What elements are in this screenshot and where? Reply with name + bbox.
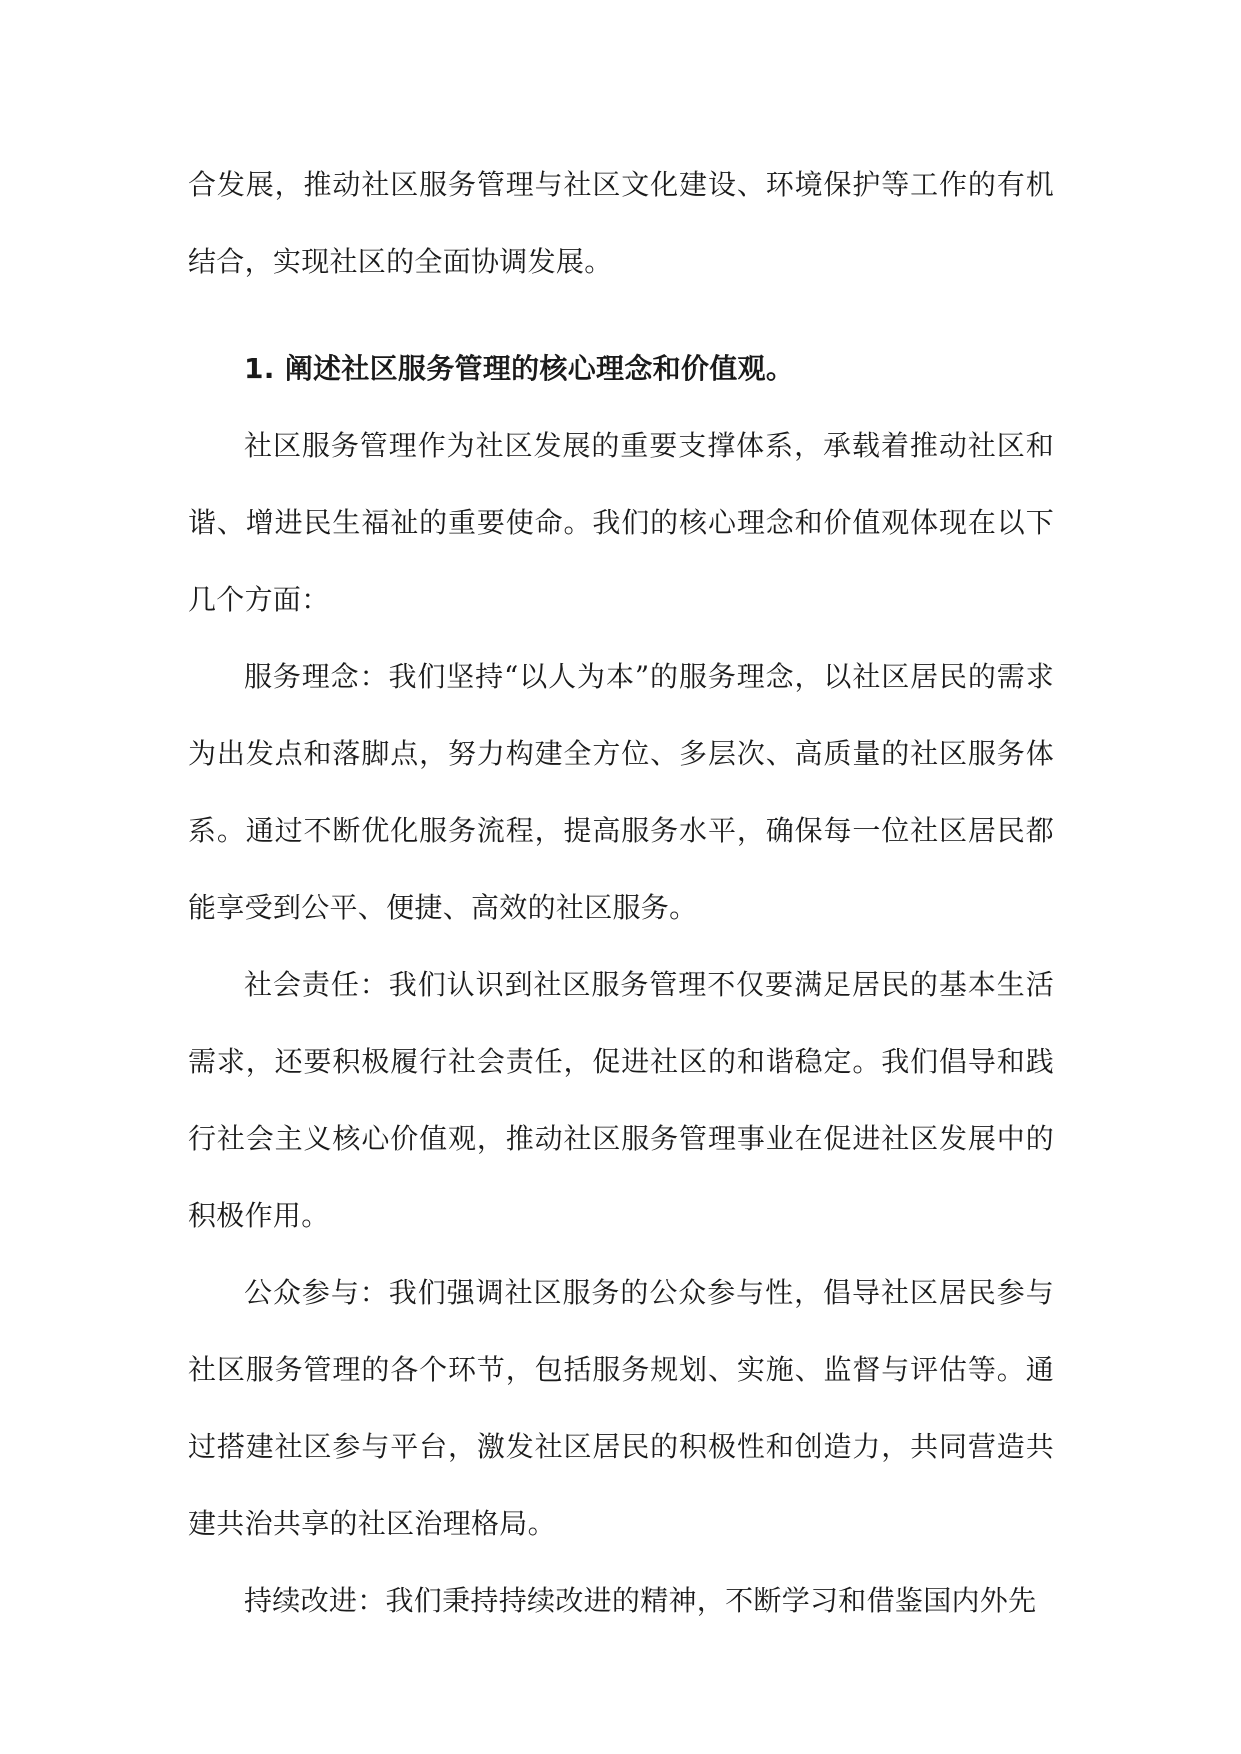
continuous-improvement-paragraph: 持续改进：我们秉持持续改进的精神，不断学习和借鉴国内外先 [244,1584,1037,1617]
opening-paragraph: 合发展，推动社区服务管理与社区文化建设、环境保护等工作的有机结合，实现社区的全面协调发展。 [188,168,1054,278]
public-participation-paragraph: 公众参与：我们强调社区服务的公众参与性，倡导社区居民参与社区服务管理的各个环节，包括服务规划、实施、监督与评估等。通过搭建社区参与平台，激发社区居民的积极性和创造力，共同营造共建共治共享的社区治理格局。 [188,1276,1054,1540]
section-heading [188,330,1054,407]
section-number: 1. [244,352,275,385]
intro-paragraph: 社区服务管理作为社区发展的重要支撑体系，承载着推动社区和谐、增进民生福祉的重要使命。我们的核心理念和价值观体现在以下几个方面： [188,429,1054,616]
section-title: 阐述社区服务管理的核心理念和价值观。 [284,352,795,385]
social-responsibility-paragraph: 社会责任：我们认识到社区服务管理不仅要满足居民的基本生活需求，还要积极履行社会责任，促进社区的和谐稳定。我们倡导和践行社会主义核心价值观，推动社区服务管理事业在促进社区发展中的积极作用。 [188,968,1054,1232]
document-text [188,146,1054,1639]
service-paragraph: 服务理念：我们坚持“以人为本”的服务理念，以社区居民的需求为出发点和落脚点，努力构建全方位、多层次、高质量的社区服务体系。通过不断优化服务流程，提高服务水平，确保每一位社区居民都能享受到公平、便捷、高效的社区服务。 [188,660,1054,924]
